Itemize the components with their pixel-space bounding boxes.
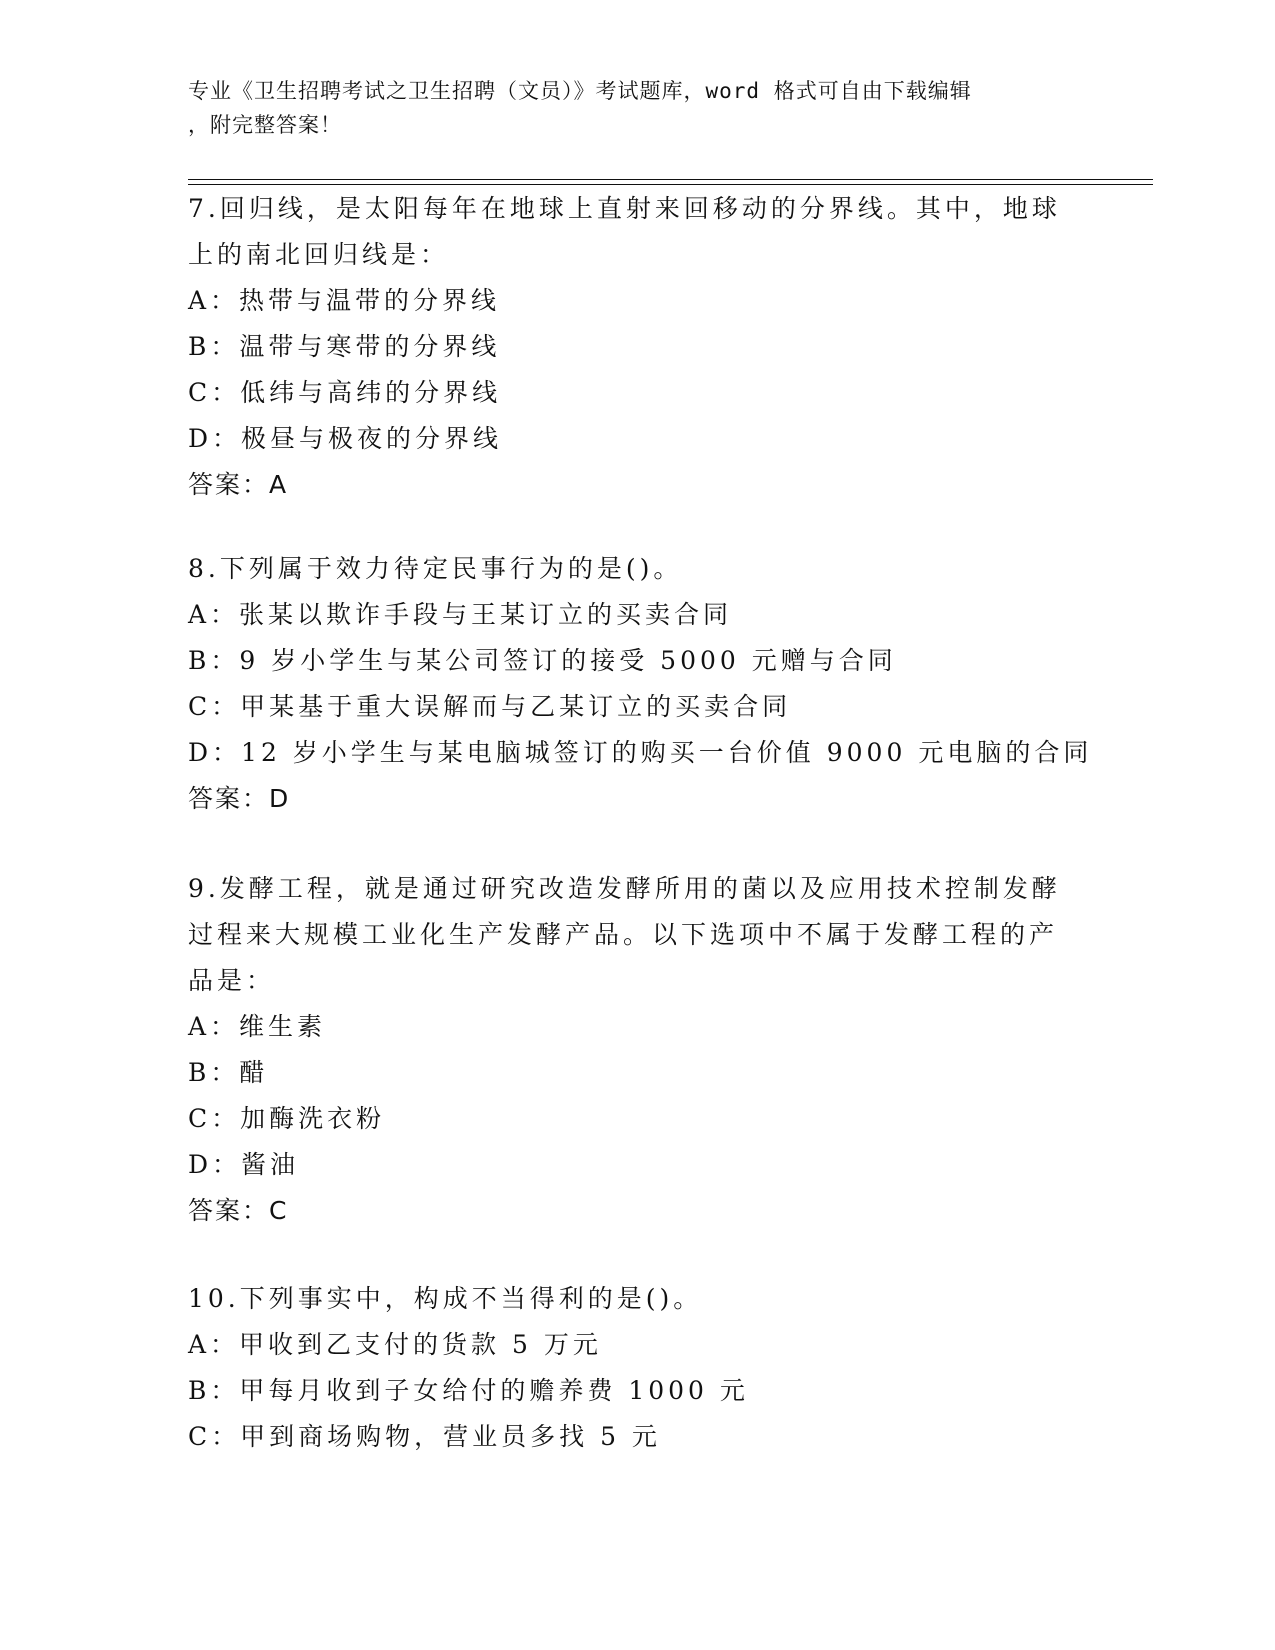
- option-d: D：极昼与极夜的分界线: [188, 424, 503, 453]
- option-b: B：9 岁小学生与某公司签订的接受 5000 元赠与合同: [188, 646, 897, 675]
- option-a: A：张某以欺诈手段与王某订立的买卖合同: [188, 600, 733, 629]
- question-9: [188, 866, 1088, 1234]
- option-b: B：甲每月收到子女给付的赡养费 1000 元: [188, 1376, 749, 1405]
- header-divider-top: [188, 179, 1153, 180]
- answer-line: 答案：D: [188, 784, 291, 813]
- question-7: [188, 186, 1088, 508]
- option-d: D：酱油: [188, 1150, 300, 1179]
- option-c: C：低纬与高纬的分界线: [188, 378, 502, 407]
- question-stem-line: 9.发酵工程，就是通过研究改造发酵所用的菌以及应用技术控制发酵: [188, 874, 1061, 903]
- question-stem-line: 8.下列属于效力待定民事行为的是()。: [188, 554, 683, 583]
- question-stem-line: 过程来大规模工业化生产发酵产品。以下选项中不属于发酵工程的产: [188, 920, 1059, 949]
- option-b: B：温带与寒带的分界线: [188, 332, 501, 361]
- option-a: A：热带与温带的分界线: [188, 286, 501, 315]
- header-line-1: 专业《卫生招聘考试之卫生招聘（文员）》考试题库，word 格式可自由下载编辑: [188, 79, 972, 103]
- option-d: D：12 岁小学生与某电脑城签订的购买一台价值 9000 元电脑的合同: [188, 738, 1093, 767]
- question-stem-line: 7.回归线，是太阳每年在地球上直射来回移动的分界线。其中，地球: [188, 194, 1061, 223]
- question-stem-line: 10.下列事实中，构成不当得利的是()。: [188, 1284, 703, 1313]
- question-stem-line: 上的南北回归线是：: [188, 240, 450, 269]
- option-c: C：甲到商场购物，营业员多找 5 元: [188, 1422, 661, 1451]
- option-a: A：甲收到乙支付的货款 5 万元: [188, 1330, 602, 1359]
- header-line-2: ，附完整答案！: [188, 113, 342, 137]
- option-c: C：甲某基于重大误解而与乙某订立的买卖合同: [188, 692, 792, 721]
- answer-line: 答案：C: [188, 1196, 289, 1225]
- header-divider-bottom: [188, 184, 1153, 185]
- option-a: A：维生素: [188, 1012, 327, 1041]
- question-stem-line: 品是：: [188, 966, 276, 995]
- option-b: B：醋: [188, 1058, 269, 1087]
- answer-line: 答案：A: [188, 470, 289, 499]
- option-c: C：加酶洗衣粉: [188, 1104, 386, 1133]
- question-8: [188, 546, 1093, 822]
- document-header: [188, 74, 1068, 142]
- question-10: [188, 1276, 1088, 1460]
